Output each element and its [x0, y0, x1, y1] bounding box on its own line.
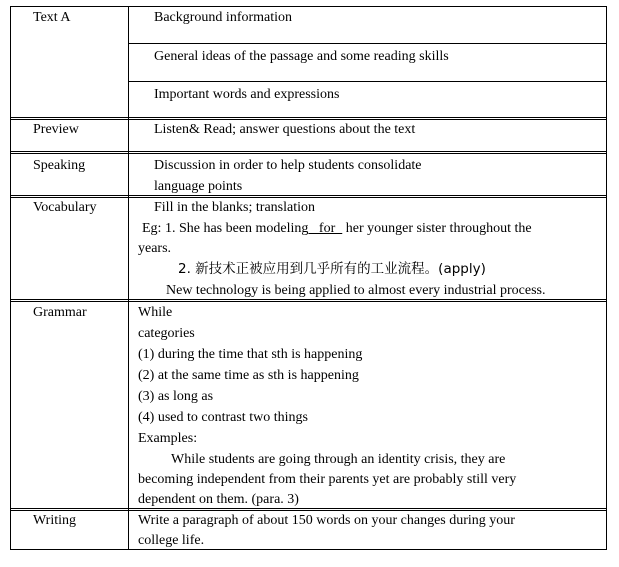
lesson-plan-table [10, 6, 607, 550]
row-label-grammar: Grammar [33, 305, 87, 320]
vocabulary-example-1 [142, 218, 532, 239]
vocabulary-line-1: Fill in the blanks; translation [154, 200, 315, 215]
row-label-vocabulary: Vocabulary [33, 200, 97, 215]
speaking-line-2: language points [154, 179, 243, 194]
speaking-line-1: Discussion in order to help students consolidate [154, 158, 422, 173]
writing-line-1: Write a paragraph of about 150 words on your changes during your [138, 513, 515, 528]
vocabulary-item-2-answer: New technology is being applied to almost every industrial process. [166, 283, 546, 298]
grammar-line: (4) used to contrast two things [138, 410, 308, 425]
vocabulary-example-suffix: her younger sister throughout the [342, 221, 532, 236]
grammar-example-line: While students are going through an identity crisis, they are [171, 452, 506, 467]
grammar-line: While [138, 305, 173, 320]
preview-content: Listen& Read; answer questions about the text [154, 122, 416, 137]
grammar-line: (2) at the same time as sth is happening [138, 368, 359, 383]
text-a-item-general-ideas: General ideas of the passage and some reading skills [154, 49, 449, 64]
vocabulary-example-blank: for [308, 221, 343, 236]
grammar-example-line: dependent on them. (para. 3) [138, 492, 299, 507]
grammar-line: (3) as long as [138, 389, 214, 404]
vocabulary-example-cont: years. [138, 241, 172, 256]
text-a-item-words: Important words and expressions [154, 87, 340, 102]
row-label-speaking: Speaking [33, 158, 86, 173]
row-label-text-a: Text A [33, 10, 71, 25]
writing-line-2: college life. [138, 533, 205, 548]
vocabulary-example-prefix: Eg: 1. She has been modeling [142, 221, 309, 236]
text-a-item-background: Background information [154, 10, 293, 25]
row-label-preview: Preview [33, 122, 79, 137]
grammar-line: (1) during the time that sth is happening [138, 347, 363, 362]
row-label-writing: Writing [33, 513, 76, 528]
grammar-line: categories [138, 326, 195, 341]
vocabulary-item-2: 2. 新技术正被应用到几乎所有的工业流程。(apply) [178, 261, 486, 277]
grammar-line: Examples: [138, 431, 198, 446]
grammar-example-line: becoming independent from their parents yet are probably still very [138, 472, 517, 487]
